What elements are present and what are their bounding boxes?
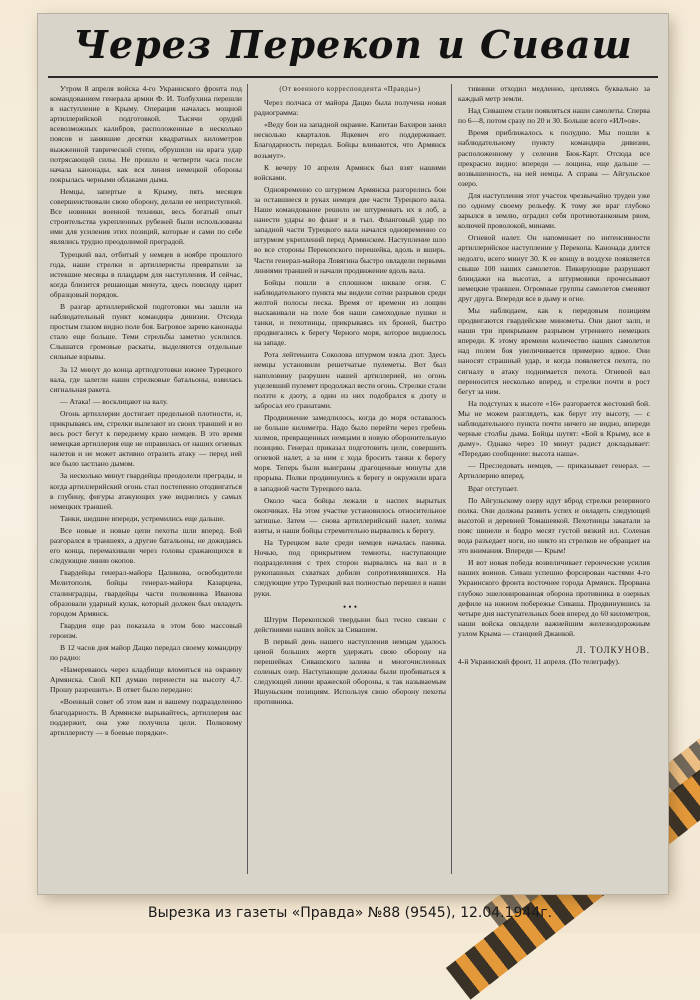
paragraph: «Военный совет об этом вам и вашему подразделению благодарность. В Армянске вырывайтесь, артиллерия вас поддержит, она уже получила цели. Полковому артиллеристу — в боевые порядки».	[50, 697, 242, 737]
column-separator	[247, 84, 248, 874]
paragraph: тивники отходил медленно, цепляясь буквально за каждый метр земли.	[458, 84, 650, 104]
paragraph: Все новые и новые цепи пехоты шли вперед. Бой разгорался в траншеях, а другие батальоны, не дожидаясь его конца, перемахивали через головы сражающихся в следующие линии окопов.	[50, 525, 242, 566]
column-3	[458, 84, 650, 880]
paragraph: Враг отступает.	[468, 483, 519, 493]
paragraph: Утром 8 апреля войска 4-го Украинского фронта под командованием генерала армии Ф. И. Толбухина перешли в наступление в Крыму. Операция началась мощной артиллерийской подготовкой. Тысячи орудий всевозможных калибров, расположенные в несколько поясов и занявшие десятки квадратных километров выжженной таврической степи, обрушили на врага удар потрясающей силы. Не прошло и четверти часа после начала канонады, как вся линия немецкой обороны покрылась черными облаками дыма.	[50, 84, 242, 184]
paragraph: За 12 минут до конца артподготовки южнее Турецкого вала, где залегли наши стрелковые батальоны, взвилась сигнальная ракета.	[50, 364, 242, 394]
section-divider: • • •	[343, 601, 357, 612]
paragraph: Штурм Перекопской твердыни был тесно связан с действиями наших войск за Сивашем.	[254, 614, 446, 634]
paragraph: Бойцы пошли в сплошном шквале огня. С наблюдательного пункта мы видели сотни разрывов среди желтой полосы песка. Время от времени из лощин выскакивали на поле боя наши самоходные пушки и танки, и пехотинцы, прикрываясь их броней, быстро продвигались к берегу Черного моря, которое виднелось на западе.	[254, 277, 446, 348]
paragraph: «Намереваюсь через кладбище вломиться на окраину Армянска. Свой КП думаю перенести на высоту 4,7. Прошу разрешить». В ответ было передано:	[50, 665, 242, 695]
paragraph: Огонь артиллерии достигает предельной плотности, и, прикрываясь им, стрелки вылезают из своих траншей и во весь рост бегут к переднему краю немцев. В это время немецкая артиллерия еще не оправилась от наших огневых налетов и не может активно отразить атаку — перед ней все было застлано дымом.	[50, 408, 242, 469]
paragraph: Турецкий вал, отбитый у немцев в ноябре прошлого года, наши стрелки и артиллеристы превратили за истекшие месяцы в плацдарм для наступления. И сейчас, когда близится решающая минута, здесь повсюду царит образцовый порядок.	[50, 249, 242, 299]
paragraph: Мы наблюдаем, как к передовым позициям продвигаются гвардейские минометы. Они дают залп, и наши три прикрываем разрывом утреннего немецких впереди. К этому времени количество наших самолетов над полем боя увеличивается примерно вдвое. Они наносят страшный удар, и когда появляется пехота, по сигналу в атаку поднимается пехота. Огневой вал переносится несколько вперед, и стрелки почти в рост бегут за ним.	[458, 305, 650, 396]
paragraph: Продвижение замедлилось, когда до моря оставалось не больше километра. Надо было перейти через гребень холмов, превращенных немцами в новую оборонительную позицию. Генерал приказал подготовить цели, совершить огневой налет, а за ним с хода бросить танки к берегу моря. Теперь были выиграны драгоценные минуты для прорыва. Полки продвинулись к берегу и окружили врага в западной части Турецкого вала.	[254, 412, 446, 493]
paragraph: На Турецком вале среди немцев началась паника. Ночью, под прикрытием темноты, наступающие подразделения с трех сторон вырвались на вал и в рукопашных схватках добили сопротивлявшихся. На следующие утро Турецкий вал полностью перешел в наши руки.	[254, 538, 446, 598]
paragraph: Гвардейцы генерал-майора Цаликова, освободители Мелитополя, бойцы генерал-майора Казарцева, сталинградцы, гвардейцы части полковника Иванова образовали ударный кулак, который должен был овладеть городом Армянск.	[50, 568, 242, 618]
column-1	[50, 84, 242, 880]
headline-rule	[48, 76, 658, 78]
paragraph: За несколько минут гвардейцы преодолели преграды, и когда артиллерийский огонь стал постепенно отодвигаться в глубину, фигуры атакующих уже виднелись у самых немецких траншей.	[50, 471, 242, 511]
column-separator	[451, 84, 452, 874]
paragraph: Одновременно со штурмом Армянска разгорелись бои за оставшиеся в руках немцев две части Турецкого вала. Наше командование решило не штурмовать их в лоб, а нанести удары во фланг и в тыл. Фланговый удар по западной части Турецкого вала начался одновременно со штурмом укреплений перед Армянском. Наступление шло во все стороны Перекопского перешейка, вдоль и вширь. Части генерал-майора Ловягина быстро овладели первыми линиями траншей и начали продвижение вдоль вала.	[254, 184, 446, 275]
byline: (От военного корреспондента «Правды»)	[279, 85, 421, 93]
paragraph: — Атака! — восклицают на валу.	[60, 396, 168, 406]
paragraph: На подступах к высоте «16» разгорается жестокий бой. Мы не можем разглядеть, как берут эту высоту, — с наблюдательного пункта почти ничего не видно, впереди черные столбы дыма. Бойцы шутят: «Бой в Крыму, все в дыму». Однако через 10 минут радист докладывает: «Передаю сообщение: высота наша».	[458, 398, 650, 459]
paragraph: В первый день нашего наступления немцам удалось ценой больших жертв удержать свою оборону на перешейках Сивашского залива и многочисленных соленых озер. Наступающие должны были пробиваться к следующей линии вражеской обороны, к так называемым Ишуньским позициям. Используя свою оборону пехоты противника.	[254, 636, 446, 707]
paragraph: Через полчаса от майора Дацко была получена новая радиограмма:	[254, 98, 446, 118]
paragraph: Рота лейтенанта Соколова штурмом взяла дзот. Здесь немцы установили решетчатые пулеметы. Вот был наполовину разрушен нашей артиллерией, но огонь уцелевший пулемет продолжал вести огонь. Стрелки стали ползти к дзоту, а один из них подобрался к дзоту и забросал его гранатами.	[254, 350, 446, 410]
column-2	[254, 84, 446, 880]
paragraph: Огневой налет. Он напоминает по интенсивности артиллерийское наступление у Перекопа. Канонада длится недолго, всего минут 30. К ее концу в воздухе появляется свыше 100 наших самолетов. Пикирующие разрушают блиндажи на высотах, а штурмовики прочесывают немецкие траншеи. Огромные группы самолетов сменяют друг друга. Впереди все в дыму и огне.	[458, 233, 650, 303]
paragraph: И вот новая победа возвеличивает героические усилия наших воинов. Сиваш успешно форсирован частями 4-го Украинского фронта восточнее города Армянск. Прорвана глубоко эшелонированная оборона противника в озерных дефиле на южном побережье Сиваша. Продвинувшись за четыре дня наступательных боев вперед до 60 километров, наши войска овладели важнейшим железнодорожным узлом Крыма — станцией Джанкой.	[458, 558, 650, 638]
headline: Через Перекоп и Сиваш	[73, 22, 633, 67]
paragraph: Время приближалось к полудню. Мы пошли к наблюдательному пункту командира дивизии, расположенному у селения Бюк-Карт. Отсюда все прекрасно видно: впереди — лощина, еще дальше — возвышенность, на ней немцы. А справа — Айгульское озеро.	[458, 128, 650, 188]
paragraph: «Веду бои на западной окраине. Капитан Бахиров занял несколько кварталов. Яцкевич его поддерживает. Благодарность передал. Бойцы вливаются, что Армянск возьмут».	[254, 120, 446, 160]
image-caption: Вырезка из газеты «Правда» №88 (9545), 12.04.1944г.	[147, 905, 553, 921]
paragraph: Немцы, запертые в Крыму, пять месяцев совершенствовали свою оборону, делали ее неприступной. Все новинки военной техники, весь богатый опыт строительства укрепленных рубежей были использованы ими для усиления этих позиций, которые и сами по себе являлись трудно преодолимой преградой.	[50, 186, 242, 247]
paragraph: К вечеру 10 апреля Армянск был взят нашими войсками.	[254, 162, 446, 182]
author-signature: Л. ТОЛКУНОВ.	[576, 644, 650, 655]
paragraph: Для наступления этот участок чрезвычайно труден уже по одному своему рельефу. К тому же враг глубоко зарылся в землю, оградил себя противотанковым рвом, колючей проволокой, минами.	[458, 190, 650, 231]
newspaper-clipping	[38, 14, 668, 894]
dateline: 4-й Украинский фронт, 11 апреля. (По телеграфу).	[458, 657, 620, 667]
paragraph: Танки, шедшие впереди, устремились еще дальше.	[60, 513, 225, 523]
paragraph: — Преследовать немцев, — приказывает генерал. — Артиллерию вперед.	[458, 461, 650, 481]
paragraph: Около часа бойцы лежали в наспех вырытых окопчиках. На этом участке установилось относительное затишье. Затем — снова артиллерийский налет, холмы взяты, и наши бойцы стремительно вырвались к берегу.	[254, 495, 446, 535]
paragraph: В разгар артиллерийской подготовки мы зашли на наблюдательный пункт командира дивизии. Отсюда простым глазом видно поле боя. Багровое зарево канонады стало еще больше. Теми стрельбы заметно усилился. Слышатся громовые раскаты, выделяются отдельные сильные взрывы.	[50, 301, 242, 362]
paragraph: Гвардия еще раз показала в этом бою массовый героизм.	[50, 620, 242, 640]
paragraph: Над Сивашем стали появляться наши самолеты. Сперва по 6—8, потом сразу по 20 и 30. Больше всего «ИЛ»ов».	[458, 106, 650, 126]
paragraph: В 12 часов дня майор Дацко передал своему командиру по радио:	[50, 642, 242, 663]
paragraph: По Айгульскому озеру идут вброд стрелки резервного полка. Они должны развить успех и овладеть следующей высотой и деревней Томашевкой. Пехотинцы закатали за пояс шинели и бодро месят густой вязкий ил. Соленая вода разъедает ноги, но никто из стрелков не обращает на это внимания. Впереди — Крым!	[458, 495, 650, 556]
